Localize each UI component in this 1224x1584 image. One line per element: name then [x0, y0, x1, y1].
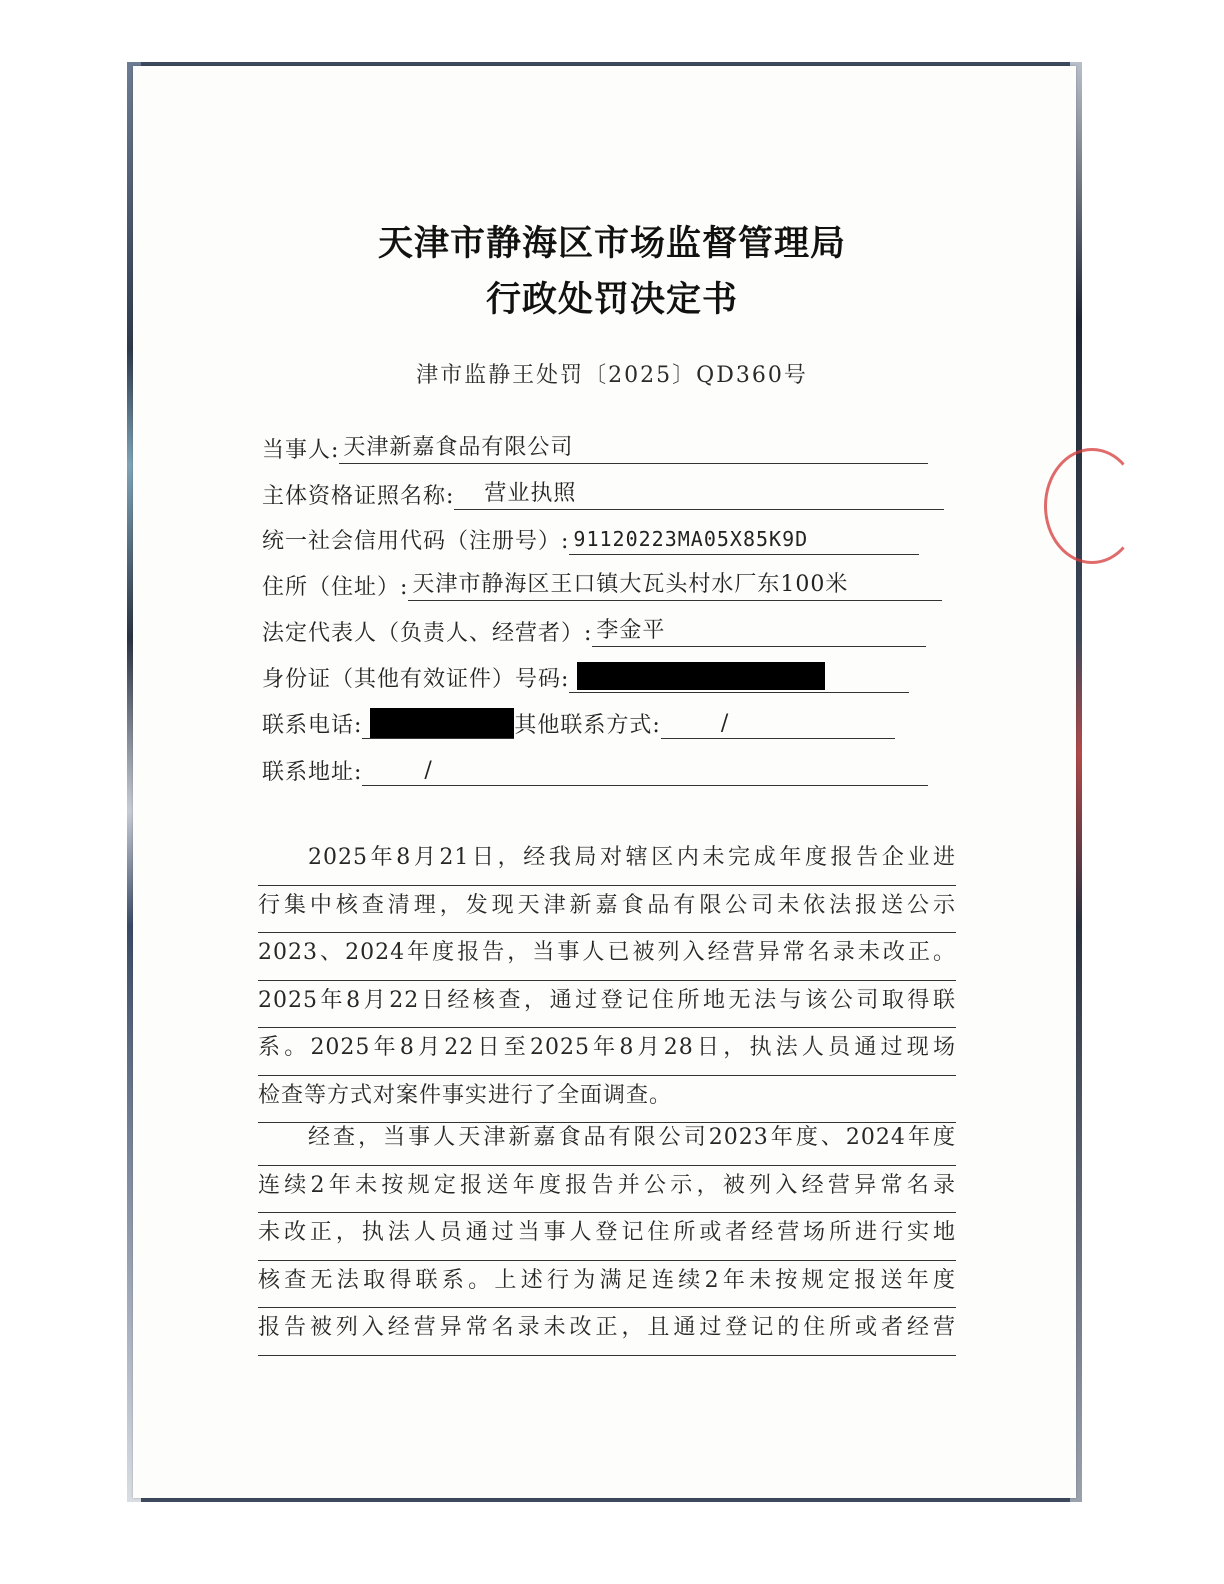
field-license-label: 主体资格证照名称: — [262, 484, 455, 509]
field-legal-rep — [262, 611, 926, 647]
paragraph-line: 系。2025年8月22日至2025年8月28日，执法人员通过现场 — [258, 1028, 956, 1076]
paragraph-line: 报告被列入经营异常名录未改正，且通过登记的住所或者经营 — [258, 1308, 956, 1356]
redaction-bar — [577, 662, 825, 690]
paragraph-line: 2023、2024年度报告，当事人已被列入经营异常名录未改正。 — [258, 933, 956, 981]
field-phone-value — [362, 708, 514, 739]
field-id-number — [262, 657, 909, 693]
document-title-line2: 行政处罚决定书 — [485, 279, 738, 320]
field-license — [262, 474, 944, 510]
field-party-value: 天津新嘉食品有限公司 — [339, 433, 928, 464]
field-id-number-label: 身份证（其他有效证件）号码: — [262, 667, 570, 692]
paragraph-line: 2025年8月22日经核查，通过登记住所地无法与该公司取得联 — [258, 981, 956, 1029]
field-legal-rep-label: 法定代表人（负责人、经营者）: — [262, 621, 593, 646]
paragraph-line: 经查，当事人天津新嘉食品有限公司2023年度、2024年度 — [258, 1118, 956, 1166]
field-phone — [262, 703, 895, 739]
field-contact-address-label: 联系地址: — [262, 760, 363, 785]
field-legal-rep-value: 李金平 — [592, 616, 926, 647]
field-credit-code-label: 统一社会信用代码（注册号）: — [262, 529, 570, 554]
field-credit-code-value: 91120223MA05X85K9D — [569, 524, 919, 555]
field-party — [262, 428, 928, 464]
paragraph-line: 2025年8月21日，经我局对辖区内未完成年度报告企业进 — [258, 838, 956, 886]
field-party-label: 当事人: — [262, 438, 340, 463]
field-other-contact-label: 其他联系方式: — [514, 713, 661, 738]
paragraph-line: 核查无法取得联系。上述行为满足连续2年未按规定报送年度 — [258, 1261, 956, 1309]
field-phone-label: 联系电话: — [262, 713, 363, 738]
field-address — [262, 565, 942, 601]
redaction-bar — [370, 708, 514, 738]
document-number: 津市监静王处罚〔2025〕QD360号 — [416, 363, 808, 388]
field-id-number-value — [569, 662, 909, 693]
field-license-value: 营业执照 — [454, 479, 944, 510]
paragraph-line: 未改正，执法人员通过当事人登记住所或者经营场所进行实地 — [258, 1213, 956, 1261]
paragraph-line: 行集中核查清理，发现天津新嘉食品有限公司未依法报送公示 — [258, 886, 956, 934]
paragraph-investigation — [258, 1118, 956, 1356]
field-contact-address — [262, 750, 928, 786]
field-credit-code — [262, 519, 919, 555]
paragraph-findings — [258, 838, 956, 1123]
field-contact-address-value: / — [362, 756, 928, 786]
paragraph-line: 连续2年未按规定报送年度报告并公示，被列入经营异常名录 — [258, 1166, 956, 1214]
field-address-label: 住所（住址）: — [262, 575, 409, 600]
official-seal-fragment — [1044, 448, 1140, 564]
field-address-value: 天津市静海区王口镇大瓦头村水厂东100米 — [408, 570, 942, 601]
field-other-contact-value: / — [661, 709, 895, 739]
document-title-line1: 天津市静海区市场监督管理局 — [377, 223, 846, 264]
paragraph-line: 检查等方式对案件事实进行了全面调查。 — [258, 1076, 956, 1124]
